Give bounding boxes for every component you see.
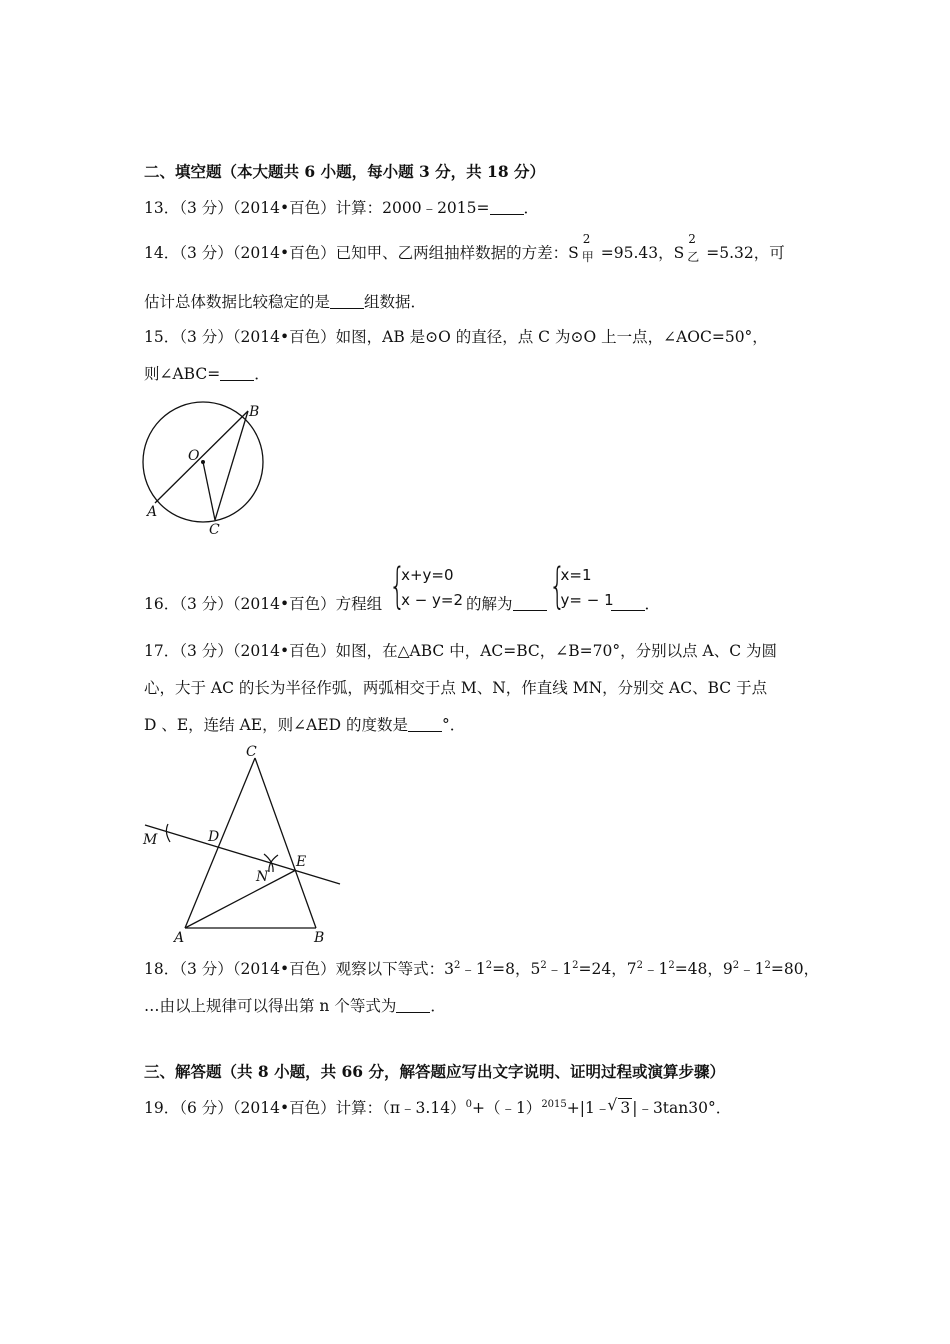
q14-answer-blank[interactable] <box>330 296 364 309</box>
q16-answer-blank-2[interactable] <box>611 598 645 611</box>
q14-text-b: =95.43，S <box>600 244 685 262</box>
q15-text: 如图，AB 是⊙O 的直径，点 C 为⊙O 上一点，∠AOC=50°， <box>335 328 768 346</box>
q18-text: 观察以下等式： <box>335 960 445 978</box>
question-18 <box>144 957 819 979</box>
variance-yi: 2 乙 <box>687 232 700 264</box>
q14-number: 14． <box>144 244 180 262</box>
equation-2: x − y=2 <box>401 591 464 609</box>
q15-circle-figure <box>138 398 273 543</box>
q17-triangle-figure <box>140 740 350 950</box>
q18-line2-a: …由以上规律可以得出第 n 个等式为 <box>144 997 397 1015</box>
q16-end: ． <box>644 595 661 613</box>
label-o: O <box>188 448 200 464</box>
q15-line2-b: ． <box>254 365 270 383</box>
question-17-line-2: 心，大于 AC 的长为半径作弧，两弧相交于点 M、N，作直线 MN，分别交 AC、BC 于点 <box>144 679 768 697</box>
q14-text-c: =5.32，可 <box>706 244 785 262</box>
question-13 <box>144 196 539 218</box>
q17-source: （2014•百色） <box>232 642 336 660</box>
q16-number: 16． <box>144 595 180 613</box>
label-b: B <box>249 404 260 420</box>
q19-source: （2014•百色） <box>232 1099 336 1117</box>
q15-score: （3 分） <box>179 328 233 346</box>
q15-line2-a: 则∠ABC= <box>144 365 221 383</box>
q16-text-a: 方程组 <box>335 595 383 613</box>
label-a: A <box>147 504 158 520</box>
q18-score: （3 分） <box>179 960 233 978</box>
q19-text-a: 计算：（π﹣3.14） <box>335 1099 466 1117</box>
q18-answer-blank[interactable] <box>396 1000 430 1013</box>
question-15-line-2 <box>144 362 270 384</box>
q14-source: （2014•百色） <box>232 244 336 262</box>
q17-number: 17． <box>144 642 180 660</box>
q13-number: 13． <box>144 199 180 217</box>
q18-source: （2014•百色） <box>232 960 336 978</box>
q16-text-b: 的解为 <box>466 595 513 613</box>
solution-1: x=1 <box>560 566 592 584</box>
section-3-title: 三、解答题（共 8 小题，共 66 分，解答题应写出文字说明、证明过程或演算步骤） <box>144 1062 725 1081</box>
section-2-title: 二、填空题（本大题共 6 小题，每小题 3 分，共 18 分） <box>144 162 546 181</box>
side-ac <box>185 758 255 928</box>
q17-text: 如图，在△ABC 中，AC=BC，∠B=70°，分别以点 A、C 为圆 <box>335 642 778 660</box>
label-a: A <box>174 930 185 946</box>
solution-2: y= − 1 <box>560 591 614 609</box>
question-17-line-3 <box>144 713 465 735</box>
q13-text: 计算：2000﹣2015= <box>335 199 490 217</box>
q18-line2-b: ． <box>430 997 446 1015</box>
q17-line3-b: °． <box>441 716 466 734</box>
q19-sup-0: 0 <box>465 1099 472 1110</box>
question-17 <box>144 639 777 661</box>
label-b: B <box>314 930 325 946</box>
variance-jia: 2 甲 <box>581 232 594 264</box>
question-16 <box>144 558 661 618</box>
q13-answer-blank[interactable] <box>490 202 524 215</box>
q13-end: ． <box>523 199 540 217</box>
q17-score: （3 分） <box>179 642 233 660</box>
question-14-line-2 <box>144 290 426 312</box>
q13-source: （2014•百色） <box>232 199 336 217</box>
solution-system: { x=1 y= − 1 <box>548 558 614 614</box>
q19-number: 19． <box>144 1099 180 1117</box>
segment-ae <box>185 870 296 928</box>
q13-score: （3 分） <box>179 199 233 217</box>
equation-system: { x+y=0 x − y=2 <box>389 558 464 614</box>
question-19 <box>144 1096 731 1118</box>
label-c: C <box>246 744 257 760</box>
side-bc <box>255 758 316 928</box>
q14-text-a: 已知甲、乙两组抽样数据的方差：S <box>335 244 579 262</box>
q18-equations: $3^2﹣1^2=8$，$5^2﹣1^2=24$，$7^2﹣1^2=48$，$9^2﹣1^2=80$， <box>444 960 820 978</box>
label-n: N <box>256 869 269 885</box>
equation-1: x+y=0 <box>401 566 454 584</box>
q16-score: （3 分） <box>179 595 233 613</box>
q14-line2-b: 组数据． <box>364 293 427 311</box>
label-d: D <box>208 829 220 845</box>
center-point <box>201 460 205 464</box>
label-e: E <box>296 854 307 870</box>
q16-source: （2014•百色） <box>232 595 336 613</box>
q15-answer-blank[interactable] <box>220 368 254 381</box>
label-c: C <box>209 522 220 538</box>
sqrt-3: √ 3 <box>618 1098 632 1117</box>
label-m: M <box>143 832 158 848</box>
q19-sup-2015: 2015 <box>541 1099 567 1110</box>
q14-line2-a: 估计总体数据比较稳定的是 <box>144 293 331 311</box>
q15-number: 15． <box>144 328 180 346</box>
question-15 <box>144 325 768 347</box>
q17-line3-a: D 、E，连结 AE，则∠AED 的度数是 <box>144 716 408 734</box>
q17-answer-blank[interactable] <box>408 719 442 732</box>
q19-text-b: +（﹣1） <box>471 1099 542 1117</box>
q19-score: （6 分） <box>179 1099 233 1117</box>
q19-text-c: +|1﹣ <box>566 1099 611 1117</box>
q15-source: （2014•百色） <box>232 328 336 346</box>
q19-text-d: |﹣3tan30°． <box>632 1099 732 1117</box>
segment-oc <box>203 462 215 520</box>
q16-answer-blank-1[interactable] <box>513 598 547 611</box>
line-mn <box>145 825 340 884</box>
question-14 <box>144 232 785 264</box>
q14-score: （3 分） <box>179 244 233 262</box>
question-18-line-2 <box>144 994 446 1016</box>
q18-number: 18． <box>144 960 180 978</box>
